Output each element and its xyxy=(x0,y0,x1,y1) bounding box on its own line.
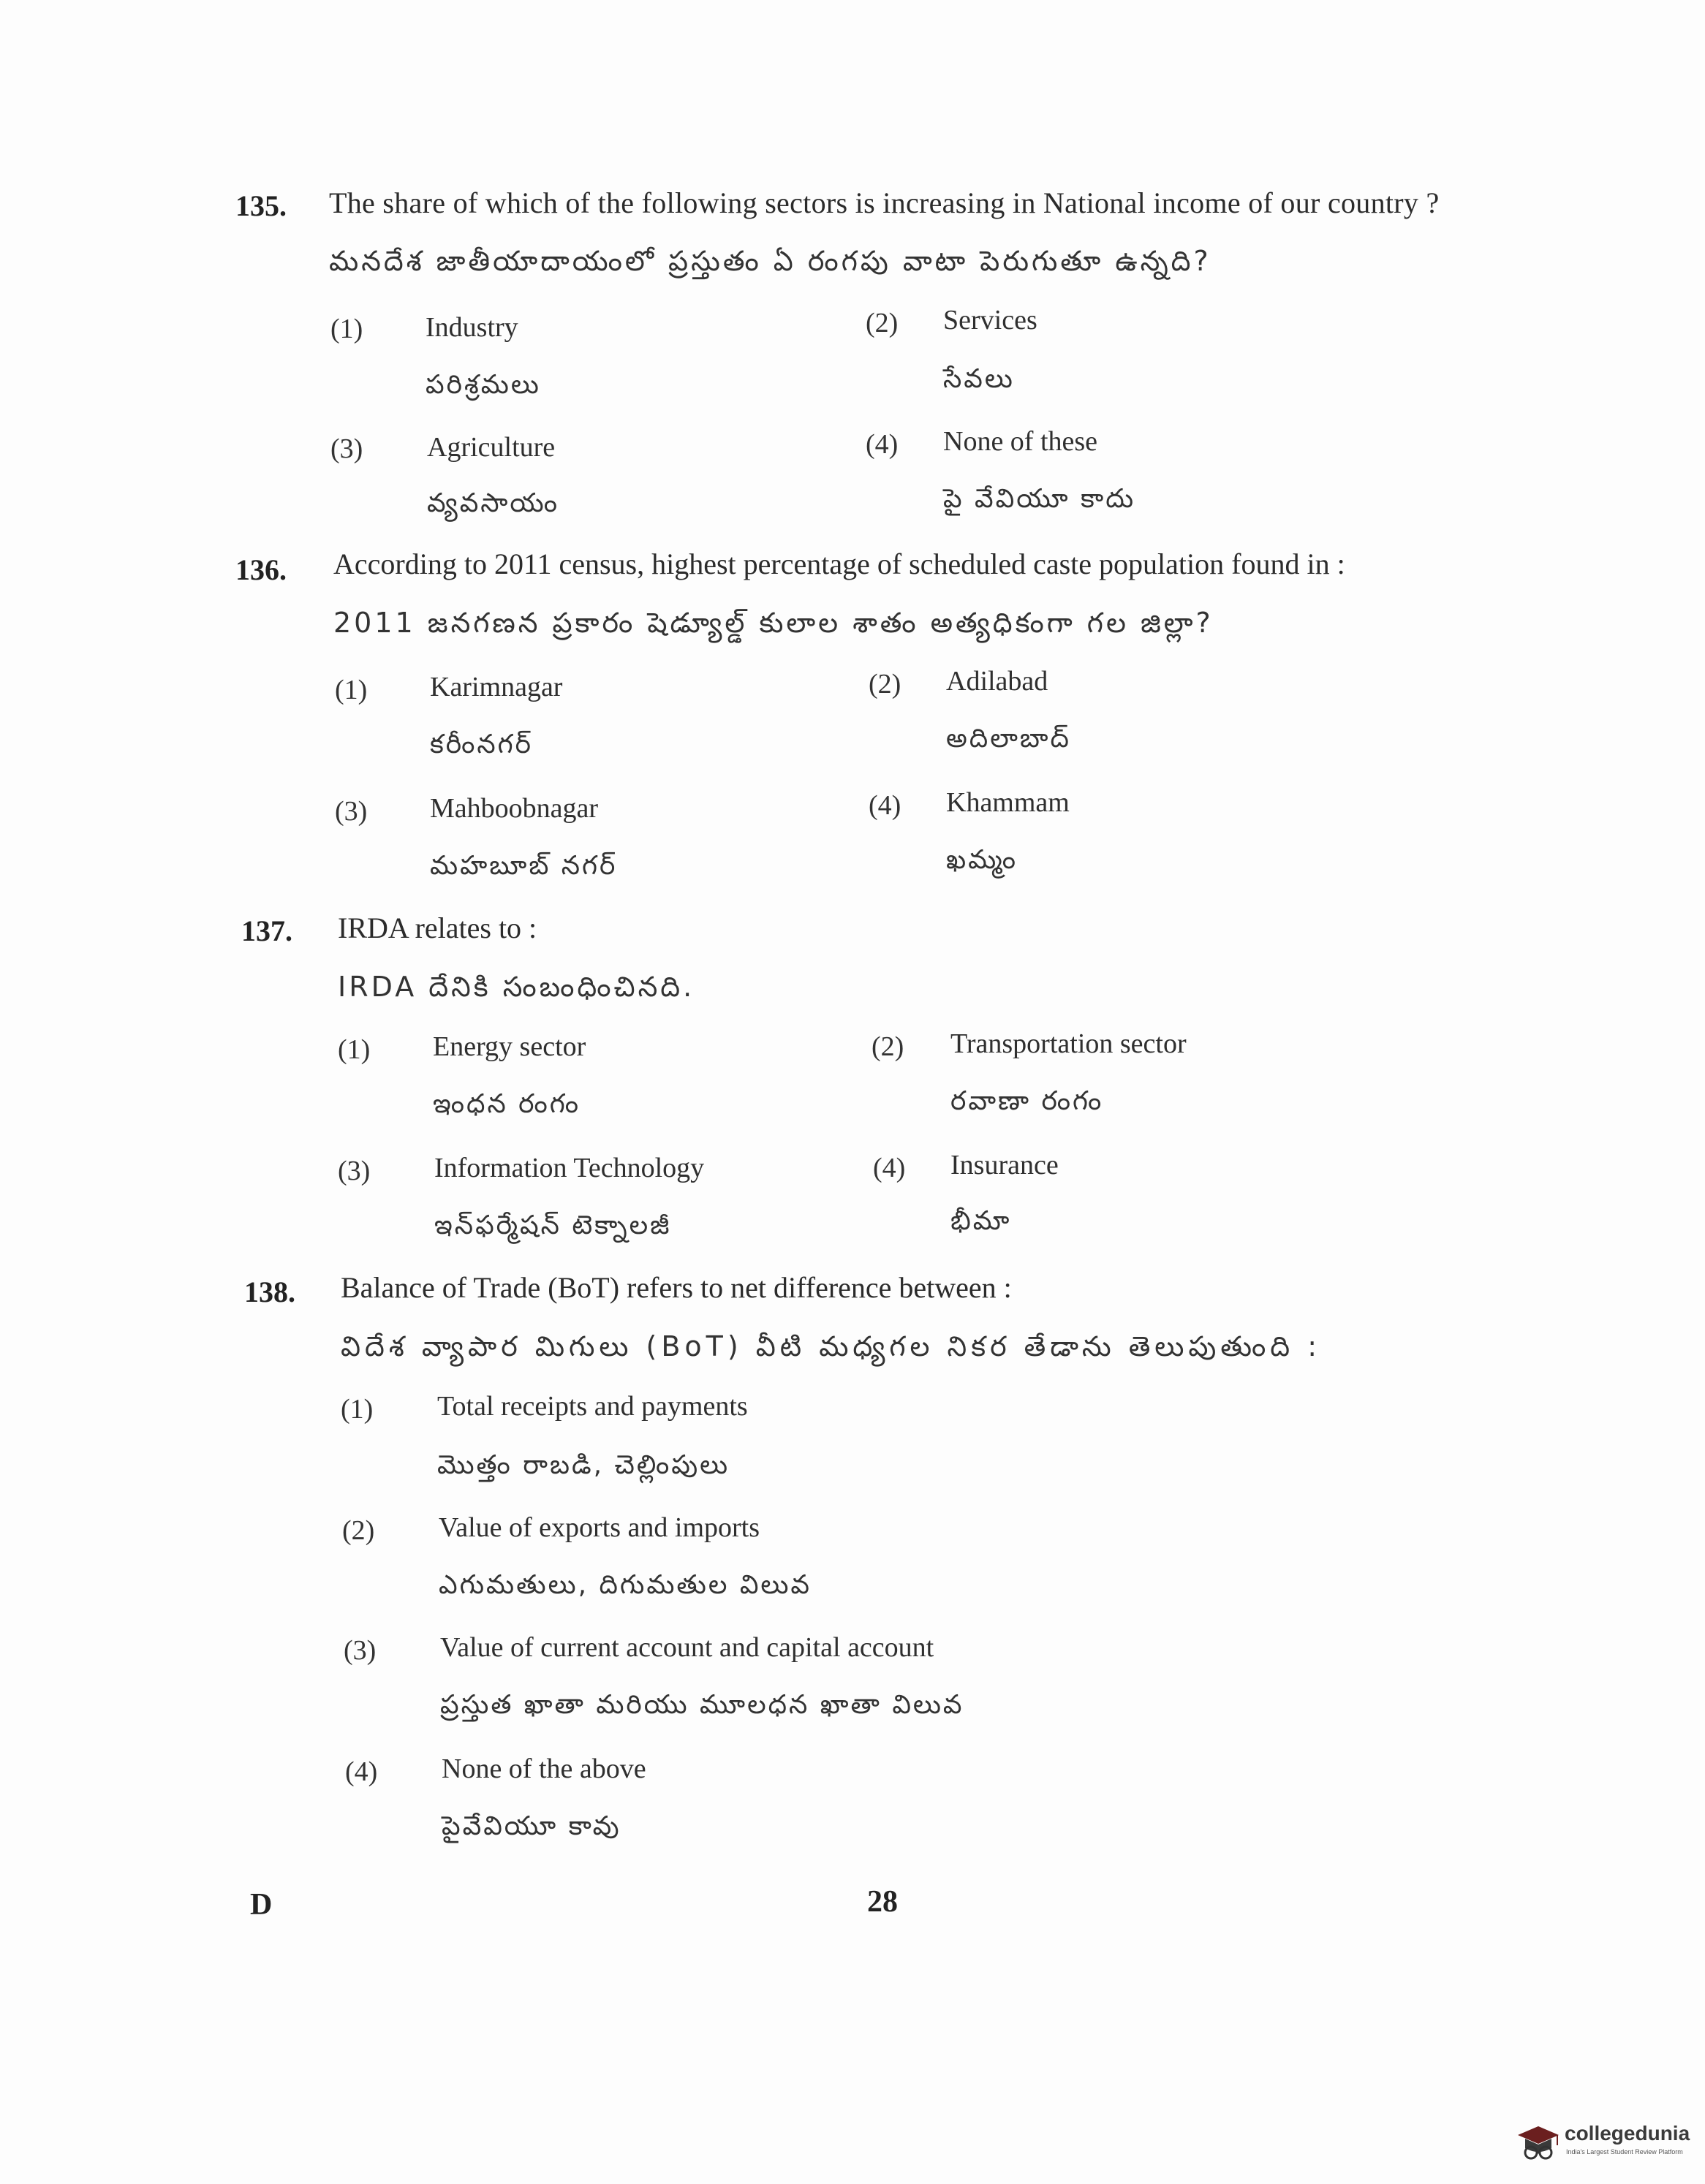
question-number: 137. xyxy=(241,914,292,947)
option-number: (4) xyxy=(873,1153,906,1183)
option-number: (2) xyxy=(869,669,901,699)
option-text-en: Khammam xyxy=(946,787,1070,818)
option-text-te: పైవేవియూ కావు xyxy=(442,1811,621,1841)
option-text-en: Mahboobnagar xyxy=(430,793,599,824)
option-text-en: Transportation sector xyxy=(950,1028,1187,1059)
question-number: 136. xyxy=(235,553,287,586)
option-text-te: భీమా xyxy=(950,1206,1012,1236)
option-text-te: ఖమ్మం xyxy=(946,845,1018,875)
question-text-en: IRDA relates to : xyxy=(338,911,537,944)
option-text-te: కరీంనగర్ xyxy=(430,729,534,759)
option-number: (4) xyxy=(345,1756,378,1787)
option-text-te: సేవలు xyxy=(943,364,1015,394)
logo-tagline: India's Largest Student Review Platform xyxy=(1566,2148,1683,2155)
collegedunia-logo[interactable] xyxy=(1512,2116,1695,2167)
option-number: (2) xyxy=(872,1031,904,1062)
option-text-te: ఇంధన రంగం xyxy=(433,1089,581,1119)
option-text-en: Services xyxy=(943,305,1037,335)
option-text-en: None of the above xyxy=(442,1753,646,1784)
option-text-en: Information Technology xyxy=(434,1153,705,1183)
option-text-te: పై వేవియూ కాదు xyxy=(943,484,1136,514)
question-text-te: IRDA దేనికి సంబంధించినది. xyxy=(338,971,695,1003)
option-number: (4) xyxy=(869,790,901,821)
logo-name: collegedunia xyxy=(1565,2122,1690,2145)
page-number: 28 xyxy=(867,1885,898,1919)
question-text-en: According to 2011 census, highest percentage of scheduled caste population found in : xyxy=(333,547,1345,580)
option-text-en: None of these xyxy=(943,426,1098,457)
option-text-te: అదిలాబాద్ xyxy=(946,724,1071,754)
option-text-te: మహబూబ్ నగర్ xyxy=(430,851,618,881)
option-text-te: రవాణా రంగం xyxy=(950,1086,1104,1116)
option-number: (2) xyxy=(866,308,899,338)
question-text-te: 2011 జనగణన ప్రకారం షెడ్యూల్డ్ కులాల శాతం అత్యధికంగా గల జిల్లా? xyxy=(333,607,1214,639)
option-number: (1) xyxy=(338,1034,371,1065)
option-text-te: మొత్తం రాబడి, చెల్లింపులు xyxy=(437,1450,730,1480)
option-text-te: ఇన్‌ఫర్మేషన్ టెక్నాలజీ xyxy=(434,1210,672,1240)
question-text-te: మనదేశ జాతీయాదాయంలో ప్రస్తుతం ఏ రంగపు వాటా పెరుగుతూ ఉన్నది? xyxy=(329,245,1211,277)
question-number: 135. xyxy=(235,189,287,222)
option-text-en: Karimnagar xyxy=(430,672,563,702)
option-text-en: Value of exports and imports xyxy=(439,1512,760,1543)
option-text-te: వ్యవసాయం xyxy=(427,488,559,518)
option-text-en: Insurance xyxy=(950,1150,1059,1180)
option-number: (3) xyxy=(344,1635,377,1666)
option-number: (3) xyxy=(338,1156,371,1186)
option-number: (2) xyxy=(342,1515,375,1546)
question-text-en: The share of which of the following sectors is increasing in National income of our country ? xyxy=(329,186,1440,219)
question-text-te: విదేశ వ్యాపార మిగులు (BoT) వీటి మధ్యగల నికర తేడాను తెలుపుతుంది : xyxy=(341,1330,1321,1362)
option-text-en: Energy sector xyxy=(433,1031,586,1062)
option-text-te: ప్రస్తుత ఖాతా మరియు మూలధన ఖాతా విలువ xyxy=(440,1690,964,1720)
question-number: 138. xyxy=(244,1275,295,1308)
option-number: (1) xyxy=(330,314,363,344)
question-text-en: Balance of Trade (BoT) refers to net difference between : xyxy=(341,1271,1012,1304)
option-text-en: Industry xyxy=(426,312,518,343)
booklet-code: D xyxy=(250,1888,273,1922)
option-text-en: Agriculture xyxy=(427,432,556,463)
option-number: (3) xyxy=(330,433,363,464)
option-text-en: Value of current account and capital account xyxy=(440,1632,934,1663)
option-number: (4) xyxy=(866,429,899,460)
option-text-en: Adilabad xyxy=(946,666,1048,697)
option-number: (3) xyxy=(335,796,368,827)
option-text-te: ఎగుమతులు, దిగుమతుల విలువ xyxy=(439,1570,812,1600)
option-number: (1) xyxy=(341,1394,374,1425)
option-text-te: పరిశ్రమలు xyxy=(426,370,541,400)
graduation-cap-icon xyxy=(1512,2116,1563,2167)
option-text-en: Total receipts and payments xyxy=(437,1391,748,1422)
option-number: (1) xyxy=(335,675,368,705)
